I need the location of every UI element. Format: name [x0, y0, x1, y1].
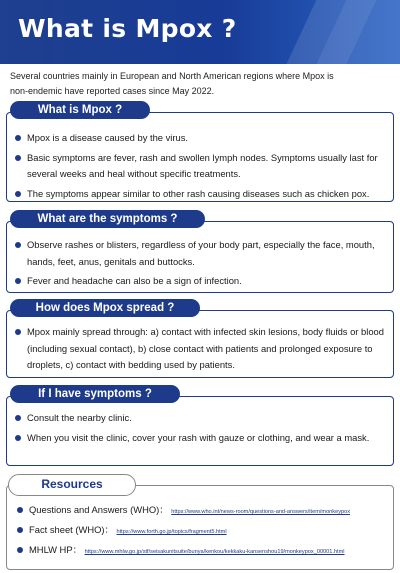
section-list	[7, 397, 393, 446]
list-item: When you visit the clinic, cover your rash with gauze or clothing, and wear a mask.	[13, 430, 385, 447]
section-title-symptoms: What are the symptoms ?	[10, 210, 205, 228]
section-if-symptoms	[6, 396, 394, 466]
list-item: Observe rashes or blisters, regardless of your body part, especially the face, mouth, hands, feet, anus, genitals and buttocks.	[13, 237, 385, 270]
section-title-spread: How does Mpox spread ?	[10, 299, 200, 317]
bullet-icon	[17, 547, 23, 553]
resources-list	[7, 486, 393, 561]
resource-item	[15, 541, 387, 561]
section-symptoms	[6, 221, 394, 293]
bullet-icon	[15, 329, 21, 335]
section-list	[7, 222, 393, 290]
resource-link[interactable]: https://www.who.int/news-room/questions-and-answers/item/monkeypox	[171, 509, 351, 515]
section-list	[7, 311, 393, 374]
resource-label: Fact sheet (WHO)：	[29, 524, 114, 535]
resource-item	[15, 521, 387, 541]
header-banner	[0, 0, 400, 64]
bullet-icon	[15, 242, 21, 248]
bullet-icon	[15, 278, 21, 284]
list-item: The symptoms appear similar to other rash causing diseases such as chicken pox.	[13, 186, 385, 203]
resource-label: Questions and Answers (WHO)：	[29, 504, 169, 515]
bullet-icon	[17, 507, 23, 513]
section-what-is-mpox	[6, 112, 394, 202]
page-title: What is Mpox ?	[18, 14, 237, 43]
bullet-icon	[15, 415, 21, 421]
intro-line-1: Several countries mainly in European and North American regions where Mpox is	[10, 71, 334, 81]
section-title-if-symptoms: If I have symptoms ?	[10, 385, 180, 403]
list-item: Mpox mainly spread through: a) contact with infected skin lesions, body fluids or blood (including sexual contact), b) close contact with patients and prolonged exposure to droplets, c) contact with bedding used by patients.	[13, 324, 385, 374]
list-item: Consult the nearby clinic.	[13, 410, 385, 427]
section-title-what-is-mpox: What is Mpox ?	[10, 101, 150, 119]
list-item: Mpox is a disease caused by the virus.	[13, 130, 385, 147]
resource-link[interactable]: https://www.forth.go.jp/topics/fragment5.html	[116, 529, 227, 535]
section-list	[7, 113, 393, 202]
list-item: Fever and headache can also be a sign of infection.	[13, 273, 385, 290]
bullet-icon	[15, 135, 21, 141]
bullet-icon	[17, 527, 23, 533]
resource-link[interactable]: https://www.mhlw.go.jp/stf/seisakunitsuite/bunya/kenkou/kekkaku-kansenshou19/monkeypox_00001.html	[84, 549, 345, 555]
bullet-icon	[15, 191, 21, 197]
resources-box	[6, 485, 394, 570]
bullet-icon	[15, 435, 21, 441]
resource-label: MHLW HP：	[29, 544, 82, 555]
list-item: Basic symptoms are fever, rash and swollen lymph nodes. Symptoms usually last for several weeks and heal without specific treatments.	[13, 150, 385, 183]
section-spread	[6, 310, 394, 378]
intro-line-2: non-endemic have reported cases since May 2022.	[10, 86, 215, 96]
intro-text	[10, 69, 394, 99]
bullet-icon	[15, 155, 21, 161]
resources-title: Resources	[8, 474, 136, 496]
resource-item	[15, 501, 387, 521]
